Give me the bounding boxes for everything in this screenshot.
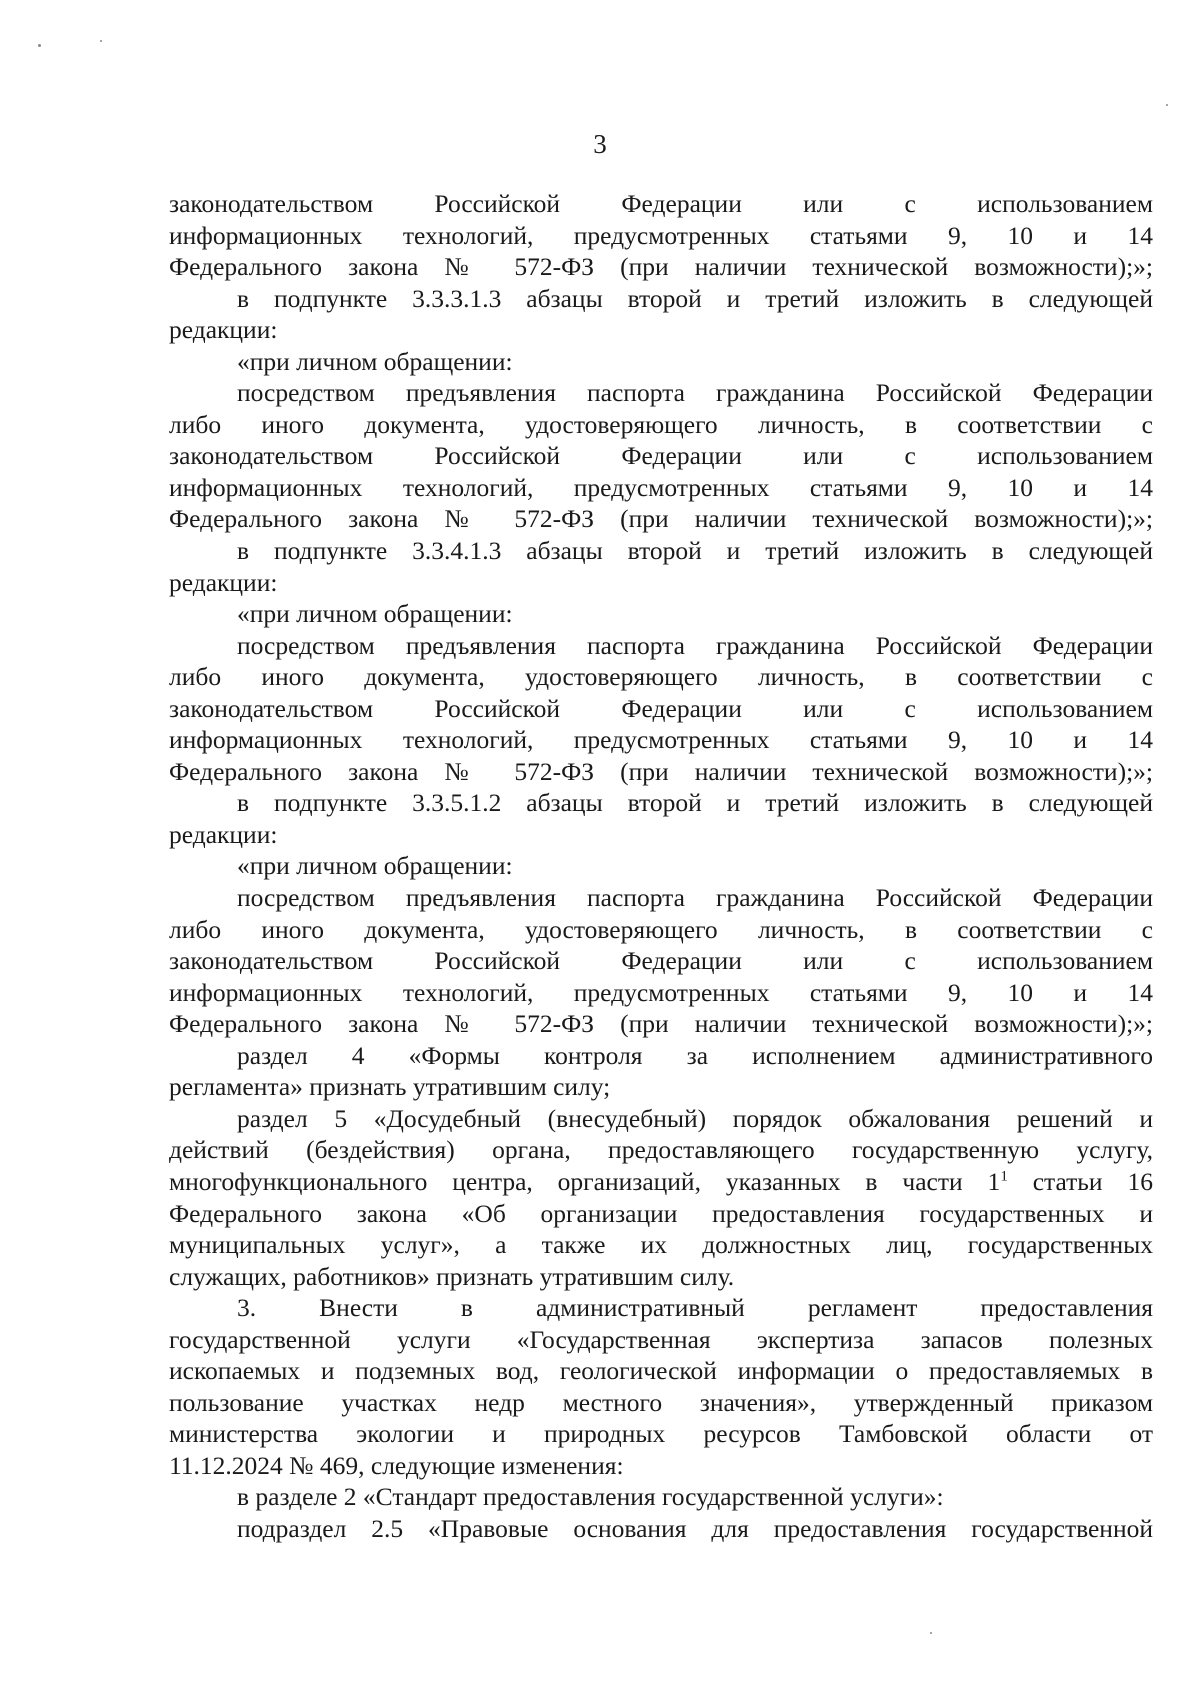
text-line: 11.12.2024 № 469, следующие изменения: bbox=[169, 1450, 624, 1480]
text-line: служащих, работников» признать утратившим силу. bbox=[169, 1261, 735, 1291]
text-line: редакции: bbox=[169, 315, 278, 345]
text-line: пользование участках недр местного значения», утвержденный приказом bbox=[169, 1387, 1153, 1417]
text-line: законодательством Российской Федерации или с использованием bbox=[169, 693, 1153, 723]
text-line: в разделе 2 «Стандарт предоставления государственной услуги»: bbox=[237, 1482, 944, 1512]
text-line: подраздел 2.5 «Правовые основания для предоставления государственной bbox=[237, 1513, 1153, 1543]
text-line: информационных технологий, предусмотренных статьями 9, 10 и 14 bbox=[169, 725, 1153, 755]
text-line: Федерального закона «Об организации предоставления государственных и bbox=[169, 1198, 1153, 1228]
scan-speck bbox=[1166, 104, 1168, 106]
text-line: 3. Внести в административный регламент предоставления bbox=[237, 1293, 1153, 1323]
scan-speck bbox=[100, 40, 102, 42]
text-line: действий (бездействия) органа, предоставляющего государственную услугу, bbox=[169, 1135, 1153, 1165]
text-line: «при личном обращении: bbox=[237, 346, 513, 376]
text-line: информационных технологий, предусмотренных статьями 9, 10 и 14 bbox=[169, 472, 1153, 502]
text-line: Федерального закона № 572-ФЗ (при наличии технической возможности);»; bbox=[169, 756, 1153, 786]
text-line: раздел 5 «Досудебный (внесудебный) порядок обжалования решений и bbox=[237, 1103, 1153, 1133]
text-line: законодательством Российской Федерации или с использованием bbox=[169, 946, 1153, 976]
text-line: информационных технологий, предусмотренных статьями 9, 10 и 14 bbox=[169, 977, 1153, 1007]
text-line: посредством предъявления паспорта гражданина Российской Федерации bbox=[237, 883, 1153, 913]
text-line: либо иного документа, удостоверяющего личность, в соответствии с bbox=[169, 409, 1153, 439]
document-body bbox=[169, 188, 1153, 1545]
text-line: в подпункте 3.3.3.1.3 абзацы второй и третий изложить в следующей bbox=[237, 283, 1153, 313]
scan-speck bbox=[930, 1632, 932, 1634]
text-line: министерства экологии и природных ресурсов Тамбовской области от bbox=[169, 1419, 1153, 1449]
text-line: государственной услуги «Государственная экспертиза запасов полезных bbox=[169, 1324, 1153, 1354]
text-line: в подпункте 3.3.5.1.2 абзацы второй и третий изложить в следующей bbox=[237, 788, 1153, 818]
text-fragment: статьи 16 bbox=[1007, 1166, 1153, 1196]
text-line: редакции: bbox=[169, 567, 278, 597]
text-line: редакции: bbox=[169, 819, 278, 849]
text-line: регламента» признать утратившим силу; bbox=[169, 1072, 611, 1102]
text-line-with-superscript bbox=[169, 1166, 1153, 1198]
text-line: законодательством Российской Федерации или с использованием bbox=[169, 441, 1153, 471]
text-line: законодательством Российской Федерации или с использованием bbox=[169, 189, 1153, 218]
text-line: «при личном обращении: bbox=[237, 599, 513, 629]
text-line: Федерального закона № 572-ФЗ (при наличии технической возможности);»; bbox=[169, 504, 1153, 534]
text-line: «при личном обращении: bbox=[237, 851, 513, 881]
text-line: Федерального закона № 572-ФЗ (при наличии технической возможности);»; bbox=[169, 252, 1153, 282]
text-line: посредством предъявления паспорта гражданина Российской Федерации bbox=[237, 630, 1153, 660]
page-number: 3 bbox=[593, 129, 607, 159]
text-fragment: многофункционального центра, организаций, указанных в части 1 bbox=[169, 1166, 1001, 1196]
text-line: ископаемых и подземных вод, геологической информации о предоставляемых в bbox=[169, 1356, 1153, 1386]
text-line: раздел 4 «Формы контроля за исполнением административного bbox=[237, 1040, 1153, 1070]
text-line: либо иного документа, удостоверяющего личность, в соответствии с bbox=[169, 662, 1153, 692]
scan-speck bbox=[38, 44, 41, 47]
text-line: посредством предъявления паспорта гражданина Российской Федерации bbox=[237, 378, 1153, 408]
text-line: информационных технологий, предусмотренных статьями 9, 10 и 14 bbox=[169, 220, 1153, 250]
superscript: 1 bbox=[1000, 1168, 1008, 1185]
text-line: в подпункте 3.3.4.1.3 абзацы второй и третий изложить в следующей bbox=[237, 536, 1153, 566]
text-line: либо иного документа, удостоверяющего личность, в соответствии с bbox=[169, 914, 1153, 944]
text-line: Федерального закона № 572-ФЗ (при наличии технической возможности);»; bbox=[169, 1009, 1153, 1039]
text-line: муниципальных услуг», а также их должностных лиц, государственных bbox=[169, 1230, 1153, 1260]
